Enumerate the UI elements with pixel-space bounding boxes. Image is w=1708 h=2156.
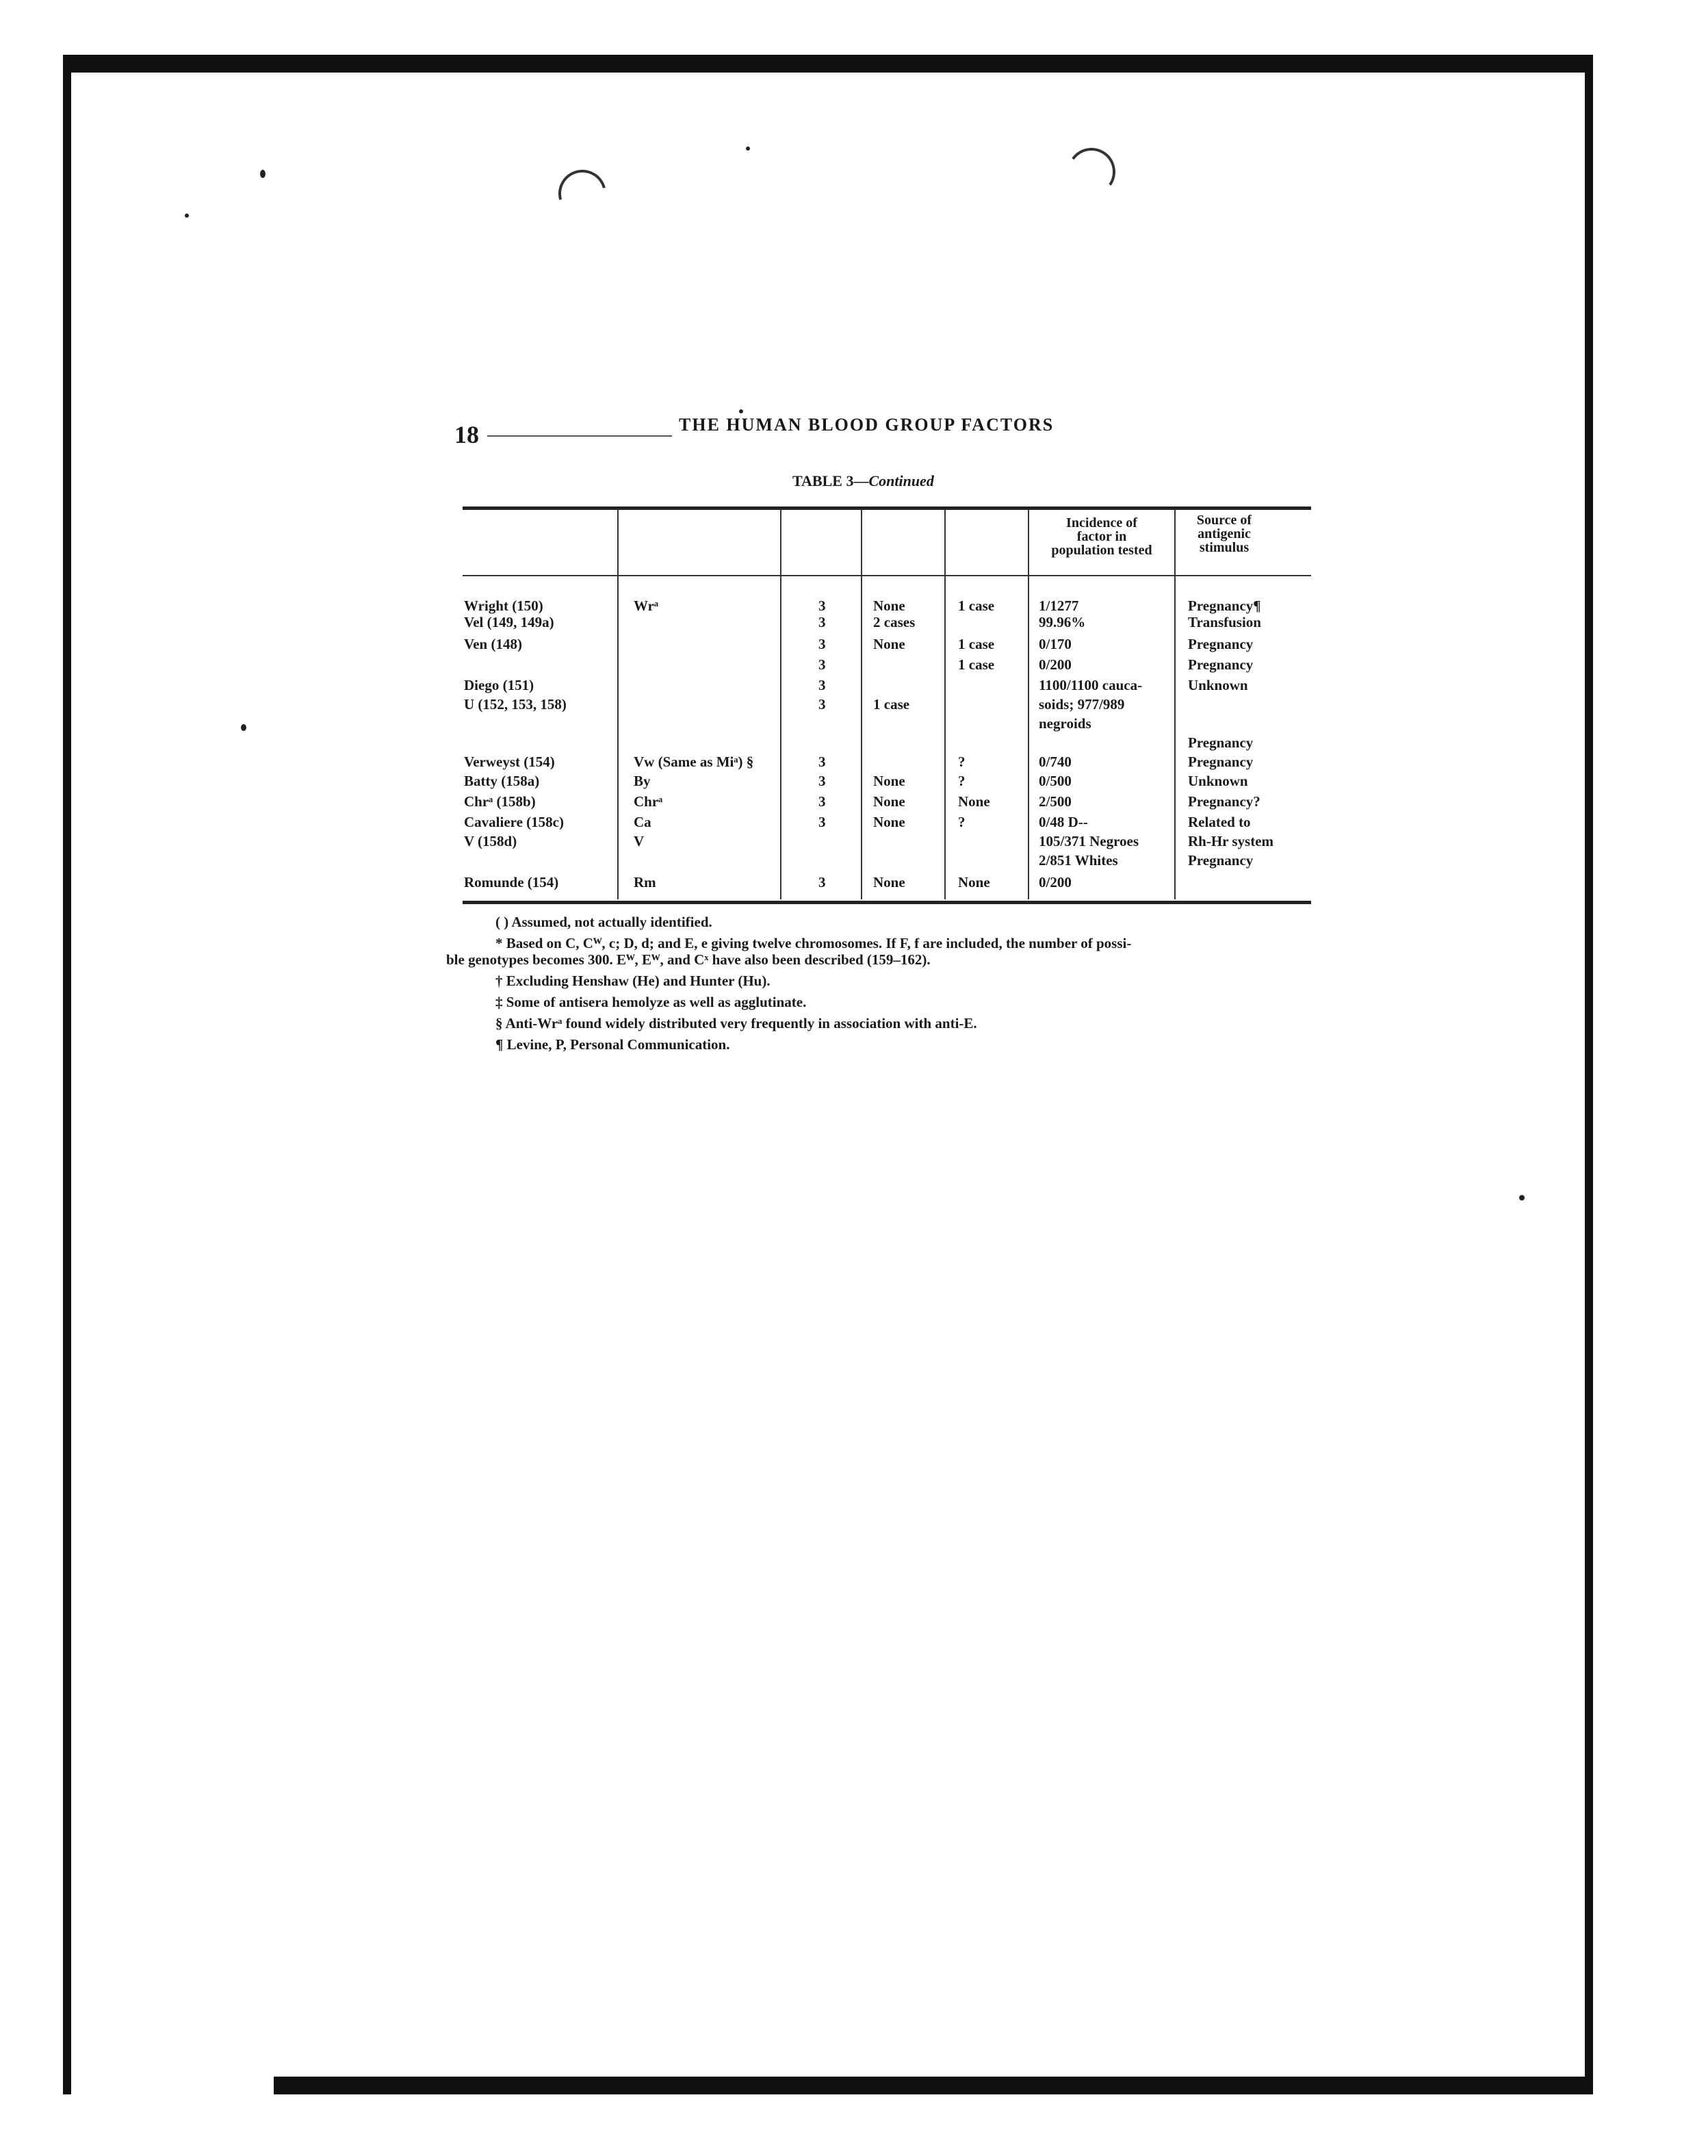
table-cell-symbol: Chrᵃ bbox=[634, 793, 663, 810]
table-cell-symbol: Vw (Same as Miᵃ) § bbox=[634, 754, 754, 770]
running-head: THE HUMAN BLOOD GROUP FACTORS bbox=[679, 415, 1054, 435]
table-cell-name: Diego (151) bbox=[464, 677, 534, 693]
table-cell-incidence: 0/740 bbox=[1039, 754, 1072, 770]
footnotes bbox=[446, 914, 1336, 1058]
table-cell-c3: 3 bbox=[818, 696, 826, 713]
footnote: † Excluding Henshaw (He) and Hunter (Hu). bbox=[495, 973, 771, 989]
table-cell-incidence: 2/500 bbox=[1039, 793, 1072, 810]
table-cell-name: Cavaliere (158c) bbox=[464, 814, 564, 830]
scan-speck bbox=[746, 146, 750, 151]
punch-hole-mark bbox=[1063, 144, 1119, 199]
table-cell-incidence: soids; 977/989 bbox=[1039, 696, 1125, 713]
column-divider bbox=[944, 509, 946, 899]
table-cell-c5: 1 case bbox=[958, 598, 995, 614]
table-cell-c3: 3 bbox=[818, 773, 826, 789]
scan-speck bbox=[185, 214, 189, 218]
scan-border-top bbox=[63, 55, 1593, 73]
table-cell-incidence: 1/1277 bbox=[1039, 598, 1079, 614]
table-cell-name: Vel (149, 149a) bbox=[464, 614, 554, 630]
scan-border-bottom bbox=[274, 2077, 1593, 2094]
table-cell-incidence: 0/170 bbox=[1039, 636, 1072, 652]
table-cell-incidence: 0/500 bbox=[1039, 773, 1072, 789]
table-cell-c5: 1 case bbox=[958, 636, 995, 652]
footnote: ¶ Levine, P, Personal Communication. bbox=[495, 1036, 730, 1053]
scan-speck bbox=[739, 409, 743, 413]
table-cell-c3: 3 bbox=[818, 677, 826, 693]
table-cell-incidence: 1100/1100 cauca- bbox=[1039, 677, 1143, 693]
table-cell-c3: 3 bbox=[818, 874, 826, 890]
table-cell-source: Related to bbox=[1188, 814, 1251, 830]
table-cell-name: Chrᵃ (158b) bbox=[464, 793, 536, 810]
running-head-rule bbox=[487, 435, 672, 437]
column-divider bbox=[861, 509, 862, 899]
table-cell-source: Pregnancy¶ bbox=[1188, 598, 1261, 614]
table-cell-symbol: Ca bbox=[634, 814, 651, 830]
footnote: * Based on C, Cᵂ, c; D, d; and E, e giving twelve chromosomes. If F, f are included, the number of possi- bbox=[495, 935, 1132, 951]
table-cell-c3: 3 bbox=[818, 598, 826, 614]
table-cell-source: Unknown bbox=[1188, 677, 1248, 693]
table-cell-c3: 3 bbox=[818, 793, 826, 810]
table-cell-incidence: 0/200 bbox=[1039, 874, 1072, 890]
table-cell-c5: None bbox=[958, 793, 990, 810]
table-cell-name: Batty (158a) bbox=[464, 773, 540, 789]
table-cell-c5: ? bbox=[958, 814, 966, 830]
table-cell-source: Pregnancy bbox=[1188, 636, 1254, 652]
table-cell-c3: 3 bbox=[818, 636, 826, 652]
column-divider bbox=[780, 509, 781, 899]
table-cell-name: Wright (150) bbox=[464, 598, 543, 614]
scan-speck bbox=[1519, 1195, 1525, 1201]
column-divider bbox=[1174, 509, 1176, 899]
table-cell-source: Unknown bbox=[1188, 773, 1248, 789]
scan-speck bbox=[260, 170, 266, 178]
table-cell-c5: ? bbox=[958, 754, 966, 770]
scan-border-left bbox=[63, 55, 71, 2094]
table-cell-name: Verweyst (154) bbox=[464, 754, 555, 770]
table-cell-c5: 1 case bbox=[958, 656, 995, 673]
table-cell-incidence: 0/48 D-- bbox=[1039, 814, 1088, 830]
table-cell-c5: ? bbox=[958, 773, 966, 789]
table-cell-name: U (152, 153, 158) bbox=[464, 696, 567, 713]
table-cell-symbol: Wrᵃ bbox=[634, 598, 659, 614]
table-cell-c3: 3 bbox=[818, 614, 826, 630]
table-cell-c5: None bbox=[958, 874, 990, 890]
header-source: Source of antigenic stimulus bbox=[1196, 513, 1252, 555]
table-cell-incidence: 99.96% bbox=[1039, 614, 1086, 630]
header-incidence: Incidence of factor in population tested bbox=[1051, 515, 1152, 558]
table-cell-c4: None bbox=[873, 874, 905, 890]
table-cell-c3: 3 bbox=[818, 814, 826, 830]
table-title-suffix: Continued bbox=[868, 472, 934, 489]
table-cell-source: Rh-Hr system bbox=[1188, 833, 1274, 849]
table-cell-source: Pregnancy bbox=[1188, 656, 1254, 673]
table-cell-source: Pregnancy bbox=[1188, 754, 1254, 770]
table-bottom-rule bbox=[463, 901, 1311, 904]
table-cell-name: Ven (148) bbox=[464, 636, 522, 652]
table-cell-c4: None bbox=[873, 773, 905, 789]
table-cell-c4: None bbox=[873, 598, 905, 614]
table-cell-source: Pregnancy bbox=[1188, 734, 1254, 751]
table-cell-source: Pregnancy? bbox=[1188, 793, 1260, 810]
table-cell-symbol: Rm bbox=[634, 874, 656, 890]
blood-group-table bbox=[463, 506, 1311, 902]
table-cell-incidence: negroids bbox=[1039, 715, 1091, 732]
table-title bbox=[792, 472, 934, 490]
footnote: § Anti-Wrᵃ found widely distributed very frequently in association with anti-E. bbox=[495, 1015, 977, 1031]
table-cell-source: Transfusion bbox=[1188, 614, 1261, 630]
scan-border-right bbox=[1585, 55, 1593, 2094]
footnote: ble genotypes becomes 300. Eᵂ, Eᵂ, and Cˣ have also been described (159–162). bbox=[446, 951, 931, 968]
table-cell-c4: None bbox=[873, 636, 905, 652]
table-cell-symbol: V bbox=[634, 833, 645, 849]
table-top-rule bbox=[463, 506, 1311, 510]
column-divider bbox=[617, 509, 619, 899]
table-cell-c4: None bbox=[873, 793, 905, 810]
table-cell-c3: 3 bbox=[818, 656, 826, 673]
table-cell-c4: None bbox=[873, 814, 905, 830]
page-number: 18 bbox=[454, 421, 479, 448]
scan-speck bbox=[241, 724, 246, 731]
footnote: ‡ Some of antisera hemolyze as well as agglutinate. bbox=[495, 994, 807, 1010]
table-cell-name: Romunde (154) bbox=[464, 874, 559, 890]
table-cell-name: V (158d) bbox=[464, 833, 517, 849]
table-cell-incidence: 105/371 Negroes bbox=[1039, 833, 1139, 849]
table-cell-source: Pregnancy bbox=[1188, 852, 1254, 869]
table-cell-incidence: 0/200 bbox=[1039, 656, 1072, 673]
table-cell-incidence: 2/851 Whites bbox=[1039, 852, 1118, 869]
punch-hole-mark bbox=[549, 161, 615, 227]
table-cell-c3: 3 bbox=[818, 754, 826, 770]
table-header-rule bbox=[463, 575, 1311, 576]
footnote: ( ) Assumed, not actually identified. bbox=[495, 914, 712, 930]
table-title-label: TABLE 3— bbox=[792, 472, 869, 489]
column-divider bbox=[1028, 509, 1029, 899]
table-cell-symbol: By bbox=[634, 773, 651, 789]
table-cell-c4: 1 case bbox=[873, 696, 910, 713]
table-cell-c4: 2 cases bbox=[873, 614, 916, 630]
